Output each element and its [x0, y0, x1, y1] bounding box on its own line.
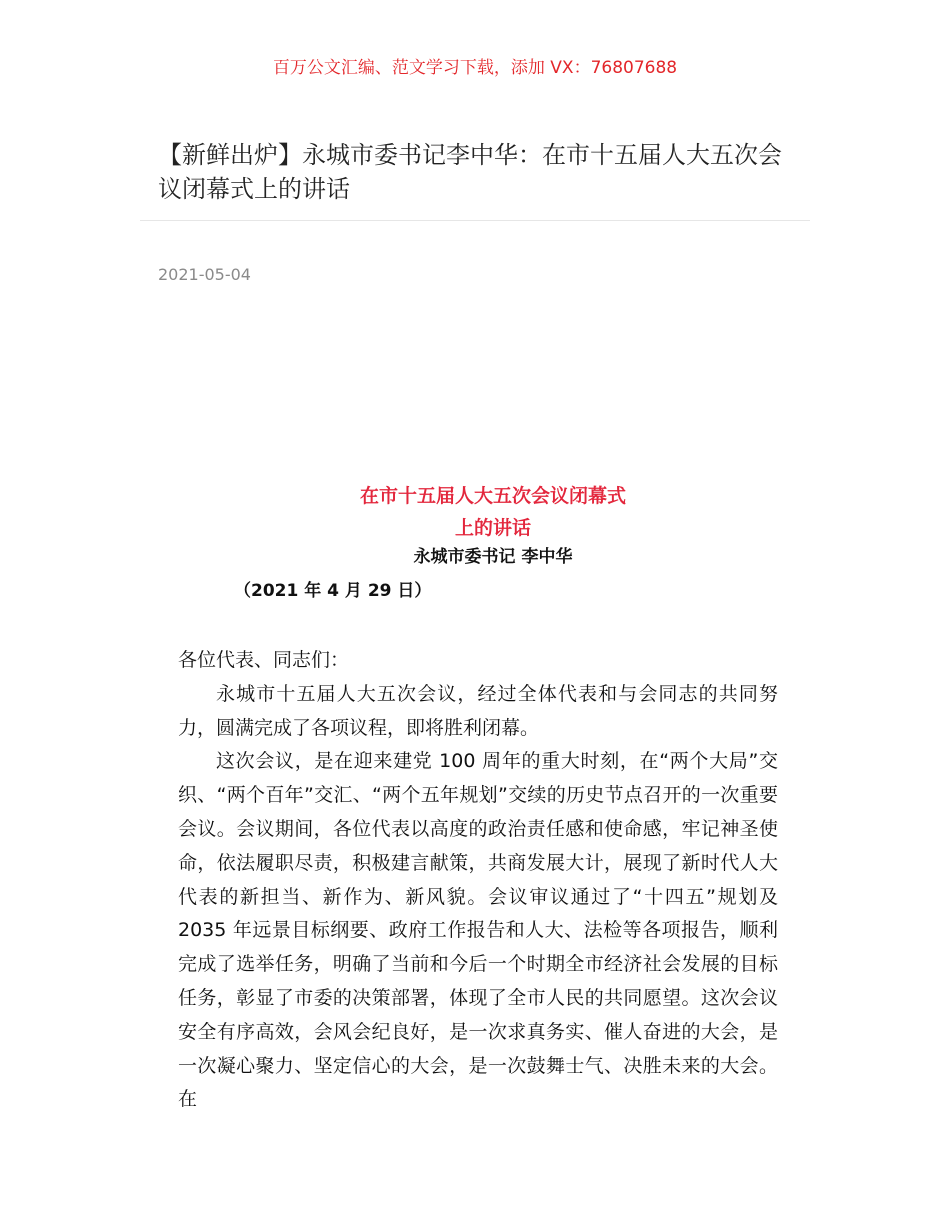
speech-date: （2021 年 4 月 29 日） — [234, 581, 432, 601]
speech-title — [0, 480, 950, 544]
salutation: 各位代表、同志们： — [178, 649, 350, 671]
title-divider — [140, 220, 810, 221]
body-paragraph-1: 永城市十五届人大五次会议，经过全体代表和与会同志的共同努力，圆满完成了各项议程，即将胜利闭幕。 — [178, 682, 778, 739]
speech-body — [178, 644, 778, 1117]
speech-title-line-1: 在市十五届人大五次会议闭幕式 — [359, 485, 626, 507]
publish-date: 2021-05-04 — [158, 265, 251, 284]
speech-title-line-2: 上的讲话 — [454, 517, 531, 539]
body-paragraph-2: 这次会议，是在迎来建党 100 周年的重大时刻，在“两个大局”交织、“两个百年”交汇、“两个五年规划”交续的历史节点召开的一次重要会议。会议期间，各位代表以高度的政治责任感和使命感，牢记神圣使命，依法履职尽责，积极建言献策，共商发展大计，展现了新时代人大代表的新担当、新作为、新风貌。会议审议通过了“十四五”规划及 2035 年远景目标纲要、政府工作报告和人大、法检等各项报告，顺利完成了选举任务，明确了当前和今后一个时期全市经济社会发展的目标任务，彰显了市委的决策部署，体现了全市人民的共同愿望。这次会议安全有序高效，会风会纪良好，是一次求真务实、催人奋进的大会，是一次凝心聚力、坚定信心的大会，是一次鼓舞士气、决胜未来的大会。在 — [178, 750, 778, 1111]
article-title: 【新鲜出炉】永城市委书记李中华：在市十五届人大五次会议闭幕式上的讲话 — [158, 141, 782, 203]
speaker-byline: 永城市委书记 李中华 — [413, 547, 573, 567]
promo-banner-text: 百万公文汇编、范文学习下载，添加 VX：76807688 — [272, 58, 678, 78]
